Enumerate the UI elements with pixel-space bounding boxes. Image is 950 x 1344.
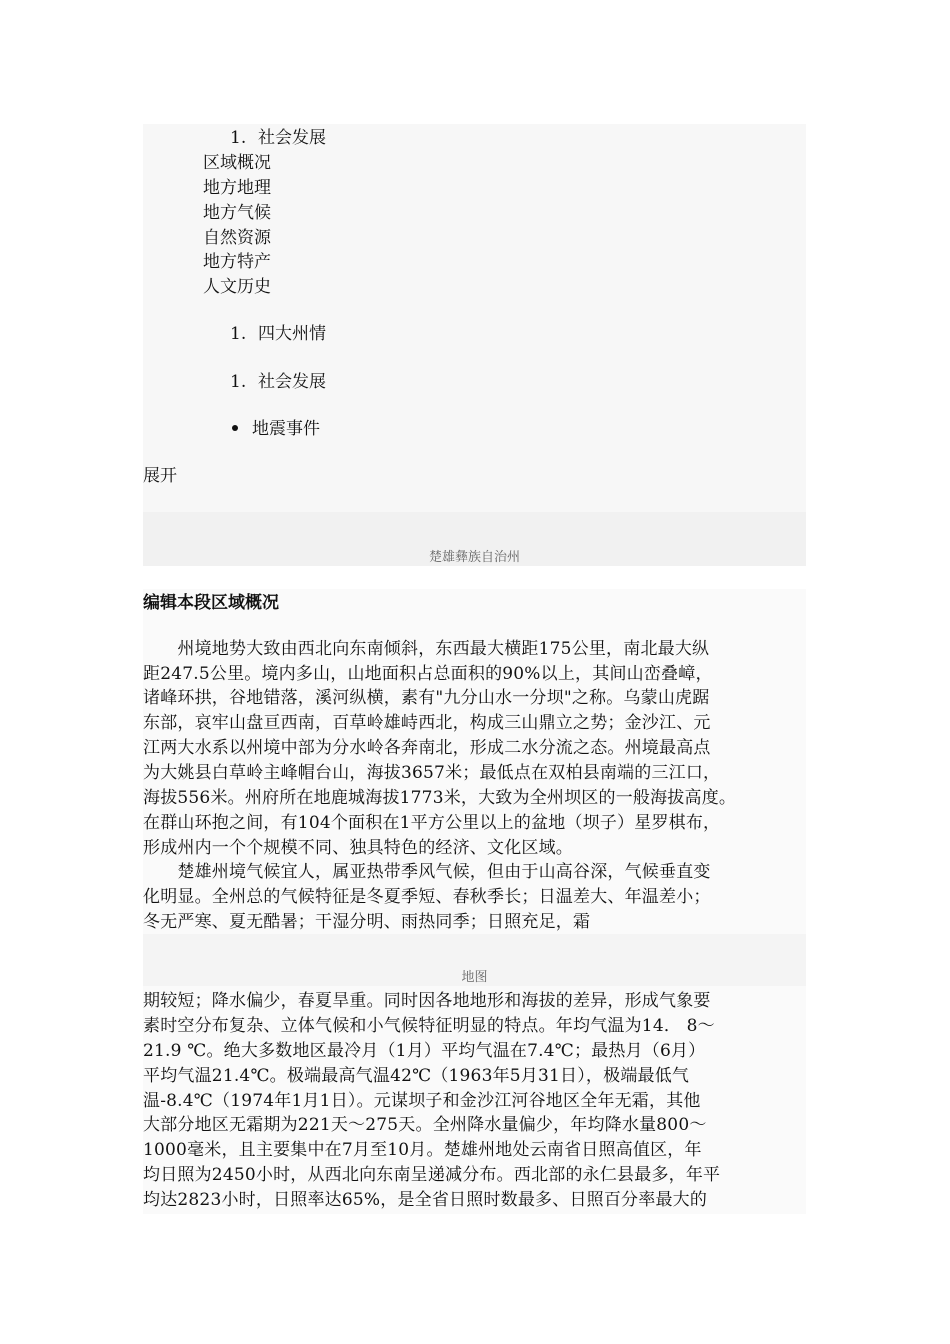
text-line: 21.9 ℃。绝大多数地区最冷月（1月）平均气温在7.4℃；最热月（6月） bbox=[143, 1041, 706, 1061]
text-line: 期较短；降水偏少，春夏旱重。同时因各地地形和海拔的差异，形成气象要 bbox=[143, 991, 711, 1011]
text-line: 州境地势大致由西北向东南倾斜，东西最大横距175公里，南北最大纵 bbox=[143, 639, 710, 659]
toc-link-region-overview[interactable]: 区域概况 bbox=[203, 153, 271, 173]
toc-item-label: 四大州情 bbox=[258, 324, 326, 344]
text-line: 化明显。全州总的气候特征是冬夏季短、春秋季长；日温差大、年温差小； bbox=[143, 887, 711, 907]
toc-link-natural-resources[interactable]: 自然资源 bbox=[203, 228, 271, 248]
text-line: 形成州内一个个规模不同、独具特色的经济、文化区域。 bbox=[143, 838, 573, 858]
section-heading: 编辑本段区域概况 bbox=[143, 593, 279, 613]
text-line: 大部分地区无霜期为221天～275天。全州降水量偏少，年均降水量800～ bbox=[143, 1115, 707, 1135]
toc-item-social-development-2[interactable] bbox=[230, 370, 326, 394]
bullet-icon bbox=[232, 425, 238, 431]
text-line: 均日照为2450小时，从西北向东南呈递减分布。西北部的永仁县最多，年平 bbox=[143, 1165, 721, 1185]
toc-link-local-products[interactable]: 地方特产 bbox=[203, 252, 271, 272]
list-number: 1. bbox=[230, 128, 247, 148]
text-line: 素时空分布复杂、立体气候和小气候特征明显的特点。年均气温为14． 8～ bbox=[143, 1016, 715, 1036]
toc-item-label: 社会发展 bbox=[258, 372, 326, 392]
toc-link-cultural-history[interactable]: 人文历史 bbox=[203, 277, 271, 297]
text-line: 江两大水系以州境中部为分水岭各奔南北，形成二水分流之态。州境最高点 bbox=[143, 738, 711, 758]
expand-link[interactable]: 展开 bbox=[143, 466, 177, 486]
text-line: 东部，哀牢山盘亘西南，百草岭雄峙西北，构成三山鼎立之势；金沙江、元 bbox=[143, 713, 711, 733]
text-line: 1000毫米，且主要集中在7月至10月。楚雄州地处云南省日照高值区，年 bbox=[143, 1140, 702, 1160]
list-number: 1. bbox=[230, 372, 247, 392]
toc-item-label: 社会发展 bbox=[258, 128, 326, 148]
text-line: 在群山环抱之间，有104个面积在1平方公里以上的盆地（坝子）星罗棋布， bbox=[143, 813, 721, 833]
text-line: 平均气温21.4℃。极端最高气温42℃（1963年5月31日），极端最低气 bbox=[143, 1066, 690, 1086]
toc-item-four-states[interactable] bbox=[230, 322, 326, 346]
toc-item-label: 地震事件 bbox=[252, 419, 320, 439]
text-line: 诸峰环拱，谷地错落，溪河纵横，素有"九分山水一分坝"之称。乌蒙山虎踞 bbox=[143, 688, 710, 708]
image-caption: 楚雄彝族自治州 bbox=[428, 550, 520, 565]
text-line: 距247.5公里。境内多山，山地面积占总面积的90%以上，其间山峦叠嶂， bbox=[143, 664, 713, 684]
map-caption: 地图 bbox=[461, 970, 488, 985]
text-line: 温-8.4℃（1974年1月1日）。元谋坝子和金沙江河谷地区全年无霜，其他 bbox=[143, 1091, 701, 1111]
toc-item-earthquake-events[interactable] bbox=[230, 417, 320, 441]
text-line: 为大姚县白草岭主峰帽台山，海拔3657米；最低点在双柏县南端的三江口， bbox=[143, 763, 721, 783]
text-line: 均达2823小时，日照率达65%，是全省日照时数最多、日照百分率最大的 bbox=[143, 1190, 708, 1210]
list-number: 1. bbox=[230, 324, 247, 344]
text-line: 楚雄州境气候宜人，属亚热带季风气候，但由于山高谷深，气候垂直变 bbox=[143, 862, 711, 882]
toc-link-local-climate[interactable]: 地方气候 bbox=[203, 203, 271, 223]
text-line: 海拔556米。州府所在地鹿城海拔1773米，大致为全州坝区的一般海拔高度。 bbox=[143, 788, 737, 808]
toc-item-social-development[interactable] bbox=[230, 126, 326, 150]
toc-link-local-geography[interactable]: 地方地理 bbox=[203, 178, 271, 198]
text-line: 冬无严寒、夏无酷暑；干湿分明、雨热同季；日照充足，霜 bbox=[143, 912, 591, 932]
